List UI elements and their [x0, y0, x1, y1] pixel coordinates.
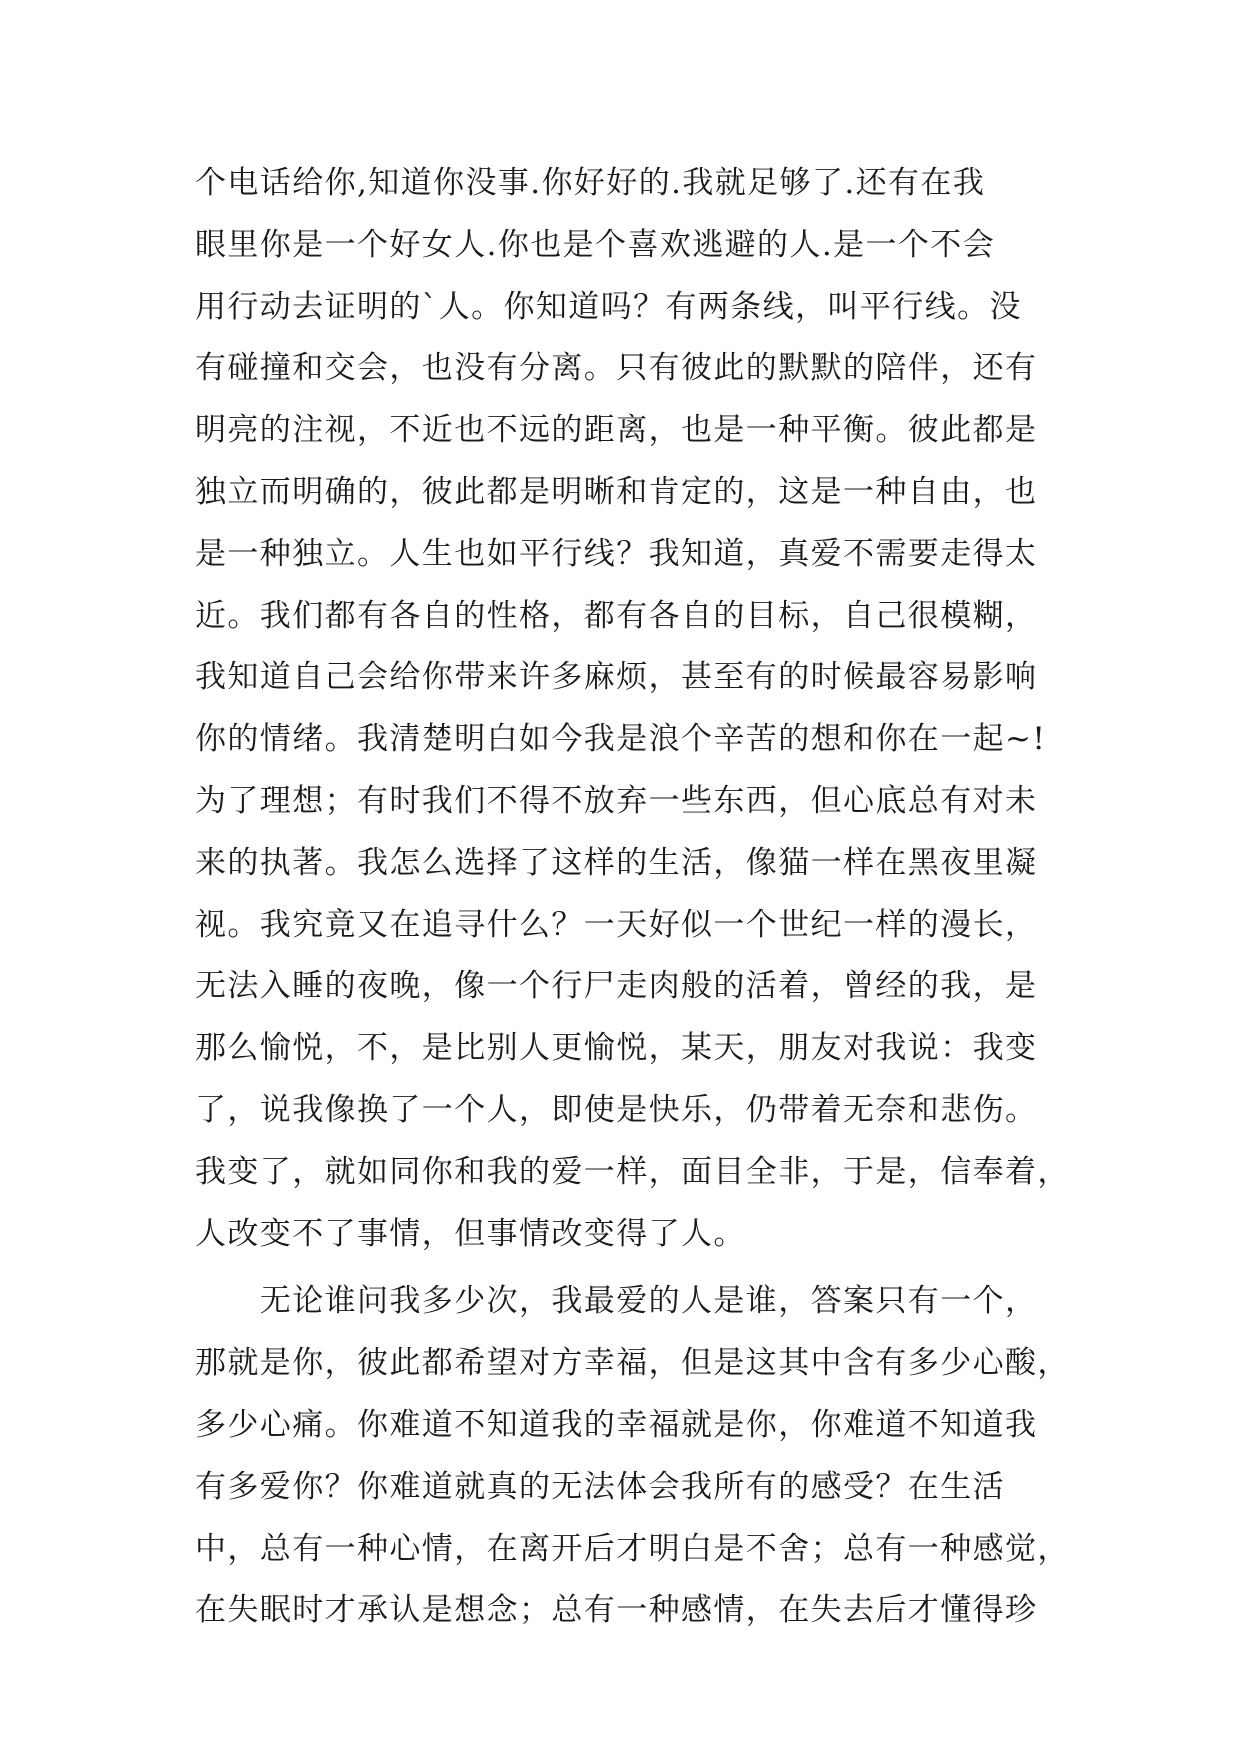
text-line: 来的执著。我怎么选择了这样的生活，像猫一样在黑夜里凝 [195, 844, 1038, 881]
text-line: 有多爱你？你难道就真的无法体会我所有的感受？在生活 [195, 1468, 1005, 1505]
text-line: 近。我们都有各自的性格，都有各自的目标，自己很模糊， [195, 597, 1038, 634]
text-line: 多少心痛。你难道不知道我的幸福就是你，你难道不知道我 [195, 1406, 1038, 1443]
text-line: 那就是你，彼此都希望对方幸福，但是这其中含有多少心酸， [195, 1345, 1070, 1382]
text-line: 在失眠时才承认是想念；总有一种感情，在失去后才懂得珍 [195, 1592, 1038, 1629]
text-line: 了，说我像换了一个人，即使是快乐，仍带着无奈和悲伤。 [195, 1091, 1038, 1128]
text-line: 我变了，就如同你和我的爱一样，面目全非，于是，信奉着， [195, 1153, 1070, 1190]
text-line: 无法入睡的夜晚，像一个行尸走肉般的活着，曾经的我，是 [195, 968, 1038, 1005]
text-line: 人改变不了事情，但事情改变得了人。 [195, 1215, 746, 1252]
text-line: 我知道自己会给你带来许多麻烦，甚至有的时候最容易影响 [195, 659, 1038, 696]
text-line: 视。我究竟又在追寻什么？一天好似一个世纪一样的漫长， [195, 906, 1038, 943]
text-line: 无论谁问我多少次，我最爱的人是谁，答案只有一个， [195, 1283, 1038, 1320]
text-line: 有碰撞和交会，也没有分离。只有彼此的默默的陪伴，还有 [195, 350, 1038, 387]
text-line: 为了理想；有时我们不得不放弃一些东西，但心底总有对未 [195, 782, 1038, 819]
text-line: 眼里你是一个好女人.你也是个喜欢逃避的人.是一个不会 [195, 226, 996, 263]
paragraph-2 [195, 1279, 1085, 1650]
document-body [195, 161, 1085, 1650]
paragraph-1 [195, 161, 1085, 1273]
text-line: 是一种独立。人生也如平行线？我知道，真爱不需要走得太 [195, 535, 1038, 572]
text-line: 明亮的注视，不近也不远的距离，也是一种平衡。彼此都是 [195, 412, 1038, 449]
text-line: 独立而明确的，彼此都是明晰和肯定的，这是一种自由，也 [195, 473, 1038, 510]
text-line: 用行动去证明的`人。你知道吗？有两条线，叫平行线。没 [195, 288, 1022, 325]
text-line: 个电话给你,知道你没事.你好好的.我就足够了.还有在我 [195, 165, 986, 201]
text-line: 那么愉悦，不，是比别人更愉悦，某天，朋友对我说：我变 [195, 1030, 1038, 1067]
text-line: 中，总有一种心情，在离开后才明白是不舍；总有一种感觉， [195, 1530, 1070, 1567]
text-line: 你的情绪。我清楚明白如今我是浪个辛苦的想和你在一起~! [195, 721, 1047, 758]
